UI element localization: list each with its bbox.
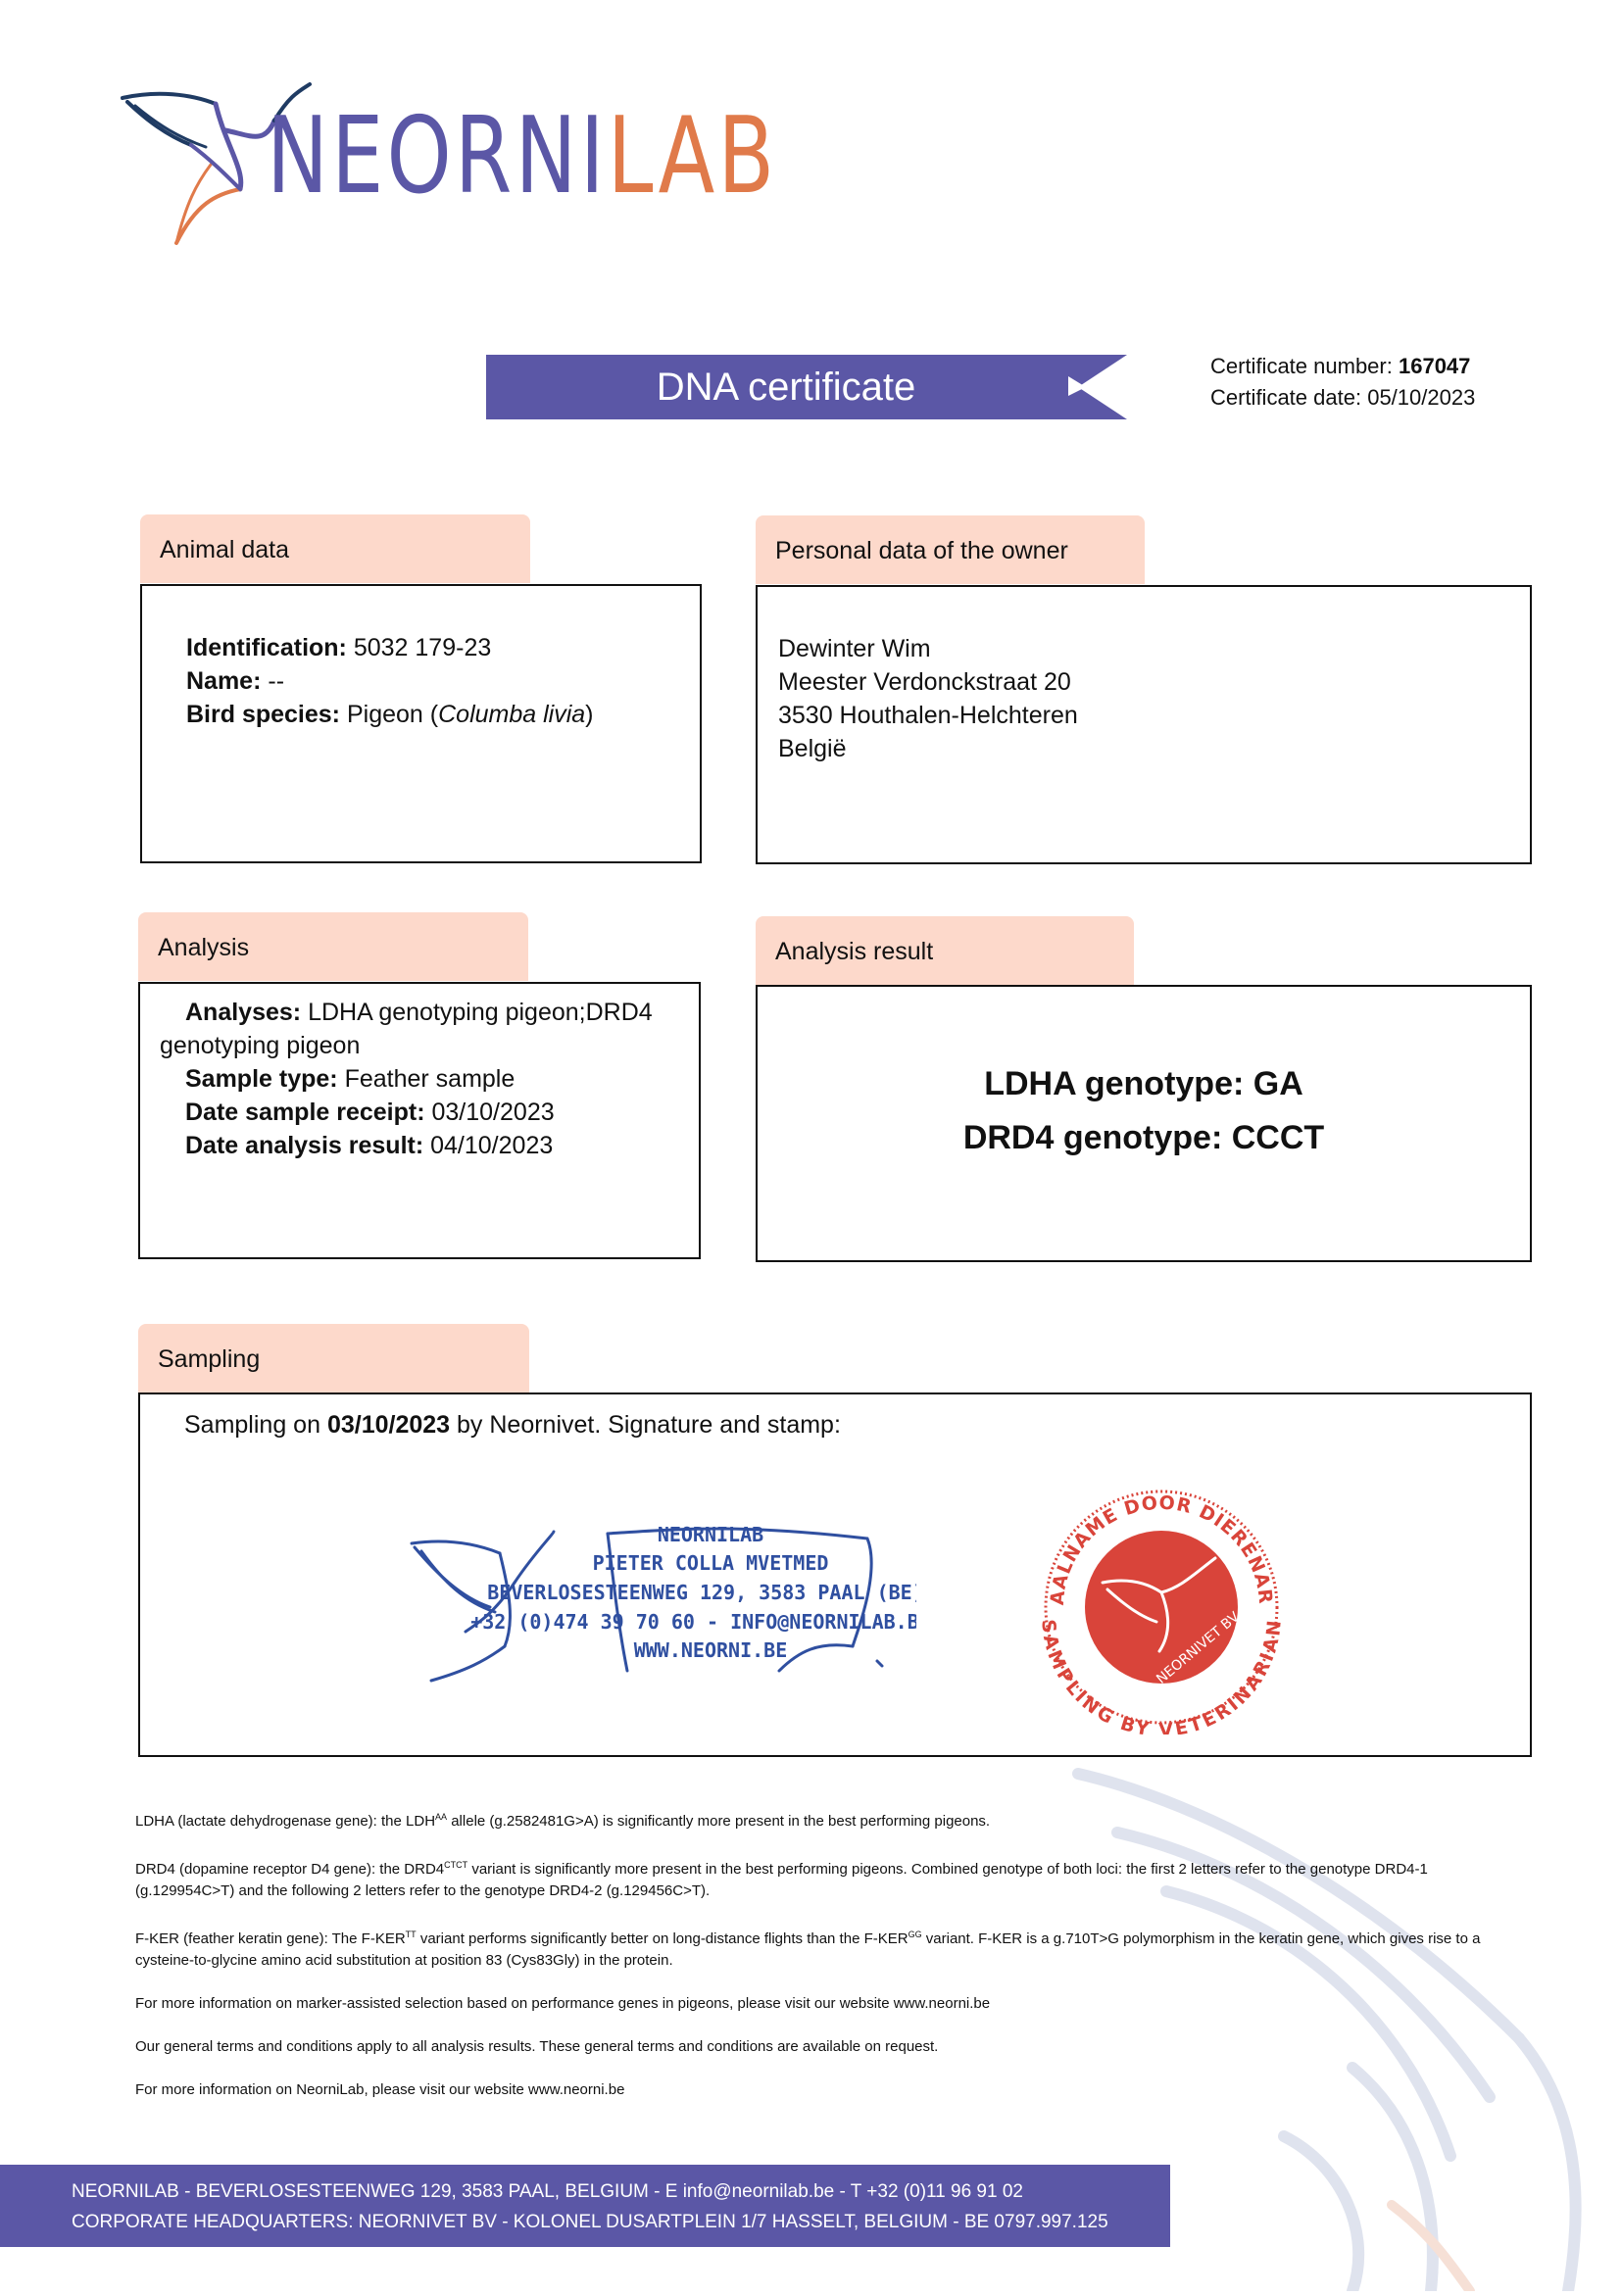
drd4-genotype: DRD4 genotype: CCCT bbox=[962, 1119, 1325, 1156]
identification-label: Identification: bbox=[186, 634, 347, 661]
result-date-value: 04/10/2023 bbox=[430, 1132, 554, 1159]
logo-text-lab: LAB bbox=[607, 95, 778, 218]
owner-line: Dewinter Wim bbox=[778, 635, 931, 662]
ldha-genotype: LDHA genotype: GA bbox=[984, 1065, 1303, 1102]
certificate-info bbox=[1210, 351, 1475, 414]
analyses-value-continued: genotyping pigeon bbox=[160, 1032, 361, 1059]
logo-text-neorni: NEORNI bbox=[267, 95, 608, 218]
stamp-blue-line-1: PIETER COLLA MVETMED bbox=[592, 1551, 829, 1575]
veterinarian-stamp bbox=[407, 1514, 916, 1685]
analysis-result-box bbox=[756, 985, 1532, 1262]
owner-box bbox=[756, 585, 1532, 864]
species-latin: Columba livia bbox=[438, 701, 586, 728]
footer bbox=[0, 2165, 1170, 2247]
animal-data-heading: Animal data bbox=[140, 514, 530, 583]
receipt-date-label: Date sample receipt: bbox=[185, 1099, 425, 1126]
owner-line: 3530 Houthalen-Helchteren bbox=[778, 702, 1078, 729]
certificate-date: 05/10/2023 bbox=[1367, 385, 1476, 410]
sampling-heading: Sampling bbox=[138, 1324, 529, 1392]
receipt-date-value: 03/10/2023 bbox=[431, 1099, 555, 1126]
sample-type-value: Feather sample bbox=[344, 1065, 516, 1093]
note-drd4: DRD4 (dopamine receptor D4 gene): the $DRD4^{CTCT}$ variant is significantly more present in the best performing pigeons. Combined genotype of both loci: the first 2 letters refer to the genotype DRD4-1 (g.129954C>T) and the following 2 letters refer to the genotype DRD4-2 (g.129456C>T). bbox=[135, 1860, 1428, 1899]
result-date-label: Date analysis result: bbox=[185, 1132, 424, 1159]
name-value: -- bbox=[268, 667, 285, 695]
page-title: DNA certificate bbox=[656, 366, 916, 409]
owner-line: België bbox=[778, 735, 847, 762]
stamp-blue-line-3: +32 (0)474 39 70 60 - INFO@NEORNILAB.BE bbox=[470, 1610, 916, 1634]
sampling-date: 03/10/2023 bbox=[326, 1411, 451, 1439]
note-fker: F-KER (feather keratin gene): The $F-KER^{TT}$ variant performs significantly better on long-distance flights than the $F-KER^{GG}$ variant. F-KER is a g.710T>G polymorphism in the keratin gene, which gives rise to a cysteine-to-glycine amino acid substitution at position 83 (Cys83Gly) in the protein. bbox=[135, 1930, 1481, 1969]
certificate-number-label: Certificate number: bbox=[1210, 354, 1393, 378]
species-label: Bird species: bbox=[186, 701, 341, 728]
note-more-info: For more information on NeorniLab, please visit our website www.neorni.be bbox=[135, 2081, 625, 2098]
identification-value: 5032 179-23 bbox=[353, 634, 492, 661]
animal-data-box bbox=[140, 584, 702, 863]
note-marker: For more information on marker-assisted selection based on performance genes in pigeons, please visit our website www.neorni.be bbox=[135, 1995, 991, 2012]
species-paren-open: ( bbox=[429, 701, 439, 728]
species-paren-close: ) bbox=[585, 701, 594, 728]
analysis-result-heading: Analysis result bbox=[756, 916, 1134, 985]
analysis-box bbox=[138, 982, 701, 1259]
note-terms: Our general terms and conditions apply to all analysis results. These general terms and conditions are available on request. bbox=[135, 2038, 939, 2055]
footer-line-1: NEORNILAB - BEVERLOSESTEENWEG 129, 3583 PAAL, BELGIUM - E info@neornilab.be - T +32 (0)11 96 91 02 bbox=[72, 2181, 1023, 2202]
note-ldha: LDHA (lactate dehydrogenase gene): the $LDH^{AA}$ allele (g.2582481G>A) is significantly more present in the best performing pigeons. bbox=[135, 1812, 991, 1830]
stamp-red-bottom-text: SAMPLING BY VETERINARIAN bbox=[1037, 1618, 1286, 1734]
sample-type-label: Sample type: bbox=[185, 1065, 338, 1093]
stamp-red-top-text: AALNAME DOOR DIERENAR bbox=[1046, 1491, 1277, 1606]
owner-line: Meester Verdonckstraat 20 bbox=[778, 668, 1071, 696]
stamp-blue-line-4: WWW.NEORNI.BE bbox=[633, 1638, 788, 1662]
stamp-red-inner-text: NEORNIVET BV bbox=[1154, 1609, 1243, 1687]
certificate-date-label: Certificate date: bbox=[1210, 385, 1362, 410]
footnotes bbox=[135, 1806, 1527, 2123]
species-common: Pigeon bbox=[346, 701, 423, 728]
analyses-value: LDHA genotyping pigeon;DRD4 bbox=[308, 999, 653, 1026]
stamp-blue-line-2: BEVERLOSESTEENWEG 129, 3583 PAAL (BE) bbox=[487, 1581, 916, 1604]
owner-heading: Personal data of the owner bbox=[756, 515, 1145, 584]
round-stamp bbox=[1034, 1480, 1289, 1734]
certificate-number: 167047 bbox=[1398, 354, 1471, 378]
footer-line-2: CORPORATE HEADQUARTERS: NEORNIVET BV - KOLONEL DUSARTPLEIN 1/7 HASSELT, BELGIUM - BE 0797.997.125 bbox=[72, 2212, 1108, 2232]
title-banner bbox=[486, 355, 1127, 419]
logo-wordmark bbox=[267, 95, 778, 218]
sampling-prefix: Sampling on bbox=[184, 1411, 320, 1439]
sampling-suffix: by Neornivet. Signature and stamp: bbox=[457, 1411, 841, 1439]
analysis-heading: Analysis bbox=[138, 912, 528, 981]
stamp-blue-line-0: NEORNILAB bbox=[657, 1523, 764, 1546]
name-label: Name: bbox=[186, 667, 262, 695]
analyses-label: Analyses: bbox=[185, 999, 302, 1026]
